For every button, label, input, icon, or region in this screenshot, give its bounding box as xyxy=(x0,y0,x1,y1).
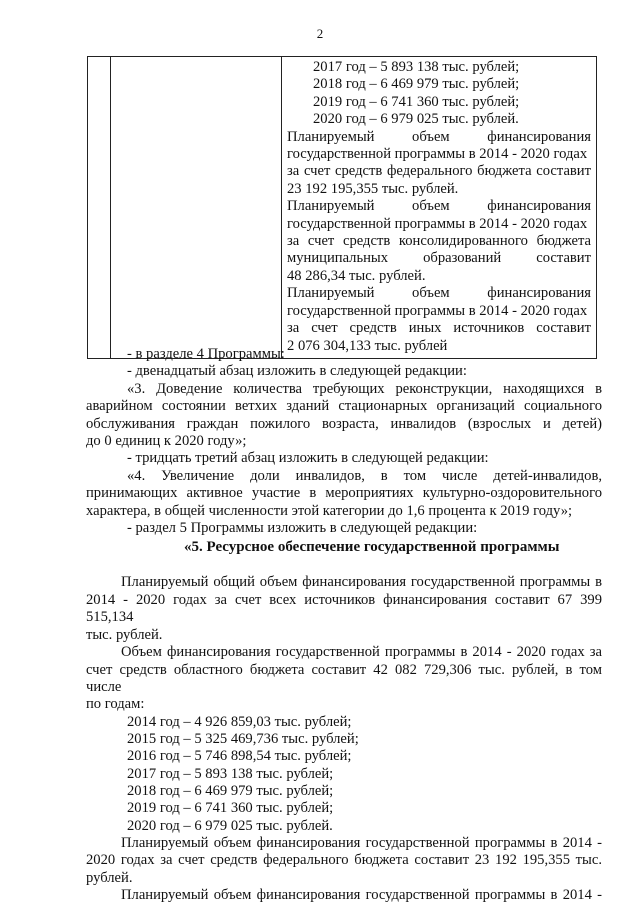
paragraph-line: до 0 единиц к 2020 году»; xyxy=(86,433,247,450)
table-line: 23 192 195,355 тыс. рублей. xyxy=(287,180,459,197)
table-row xyxy=(88,57,597,359)
table-line: 2018 год – 6 469 979 тыс. рублей; xyxy=(313,76,520,93)
year-line: 2017 год – 5 893 138 тыс. рублей; xyxy=(127,765,334,782)
paragraph-line: тыс. рублей. xyxy=(86,626,163,643)
section-heading: «5. Ресурсное обеспечение государственной программы xyxy=(184,539,560,556)
document-body xyxy=(86,346,602,904)
paragraph-line: «3. Доведение количества требующих реконструкции, находящихся в xyxy=(127,380,602,397)
table-line: 2017 год – 5 893 138 тыс. рублей; xyxy=(313,59,520,75)
paragraph-line: - двенадцатый абзац изложить в следующей редакции: xyxy=(127,363,467,380)
paragraph-line: принимающих активное участие в мероприятиях культурно-оздоровительного xyxy=(86,485,602,502)
table-line: государственной программы в 2014 - 2020 годах xyxy=(287,215,588,232)
paragraph-line: аварийном состоянии ветхих зданий стационарных организаций социального xyxy=(86,398,602,415)
year-line: 2020 год – 6 979 025 тыс. рублей. xyxy=(127,817,333,834)
paragraph-line: Объем финансирования государственной программы в 2014 - 2020 годах за xyxy=(121,644,602,661)
table-line: 2019 год – 6 741 360 тыс. рублей; xyxy=(313,93,520,110)
table-cell-content xyxy=(282,57,597,359)
table-line: за счет средств консолидированного бюджета xyxy=(287,233,591,250)
paragraph-line: характера, в общей численности этой категории до 1,6 процента к 2019 году»; xyxy=(86,502,573,519)
table-cell-number xyxy=(88,57,111,359)
table-line: за счет средств федерального бюджета составит xyxy=(287,163,591,180)
paragraph-line: Планируемый общий объем финансирования государственной программы в xyxy=(121,574,602,591)
paragraph-line: по годам: xyxy=(86,696,145,713)
table-line: 48 286,34 тыс. рублей. xyxy=(287,267,426,284)
year-line: 2016 год – 5 746 898,54 тыс. рублей; xyxy=(127,748,352,765)
year-line: 2014 год – 4 926 859,03 тыс. рублей; xyxy=(127,713,352,730)
spacer xyxy=(86,557,602,574)
year-line: 2018 год – 6 469 979 тыс. рублей; xyxy=(127,782,334,799)
paragraph-line: 2014 - 2020 годах за счет всех источников финансирования составит 67 399 515,134 xyxy=(86,591,602,626)
year-line: 2015 год – 5 325 469,736 тыс. рублей; xyxy=(127,731,359,748)
paragraph-line: рублей. xyxy=(86,869,133,886)
table-line: Планируемый объем финансирования xyxy=(287,198,591,215)
paragraph-line: Планируемый объем финансирования государственной программы в 2014 - xyxy=(121,834,602,851)
paragraph-line: - тридцать третий абзац изложить в следующей редакции: xyxy=(127,450,489,467)
year-line: 2019 год – 6 741 360 тыс. рублей; xyxy=(127,800,334,817)
table-line: 2 076 304,133 тыс. рублей xyxy=(287,337,448,354)
paragraph-line: 2020 годах за счет средств федерального бюджета составит 23 192 195,355 тыс. xyxy=(86,852,602,869)
table-line: муниципальных образований составит xyxy=(287,250,591,267)
paragraph-line: - в разделе 4 Программы: xyxy=(127,346,285,362)
paragraph-line: Планируемый объем финансирования государственной программы в 2014 - xyxy=(121,887,602,904)
page-number: 2 xyxy=(316,26,324,41)
table-cell-title xyxy=(111,57,282,359)
table-line: Планируемый объем финансирования xyxy=(287,285,591,302)
paragraph-line: счет средств областного бюджета составит 42 082 729,306 тыс. рублей, в том числе xyxy=(86,661,602,695)
paragraph-line: - раздел 5 Программы изложить в следующей редакции: xyxy=(127,520,478,537)
paragraph-line: «4. Увеличение доли инвалидов, в том числе детей-инвалидов, xyxy=(127,467,602,484)
paragraph-line: обслуживания граждан пожилого возраста, инвалидов (взрослых и детей) xyxy=(86,415,602,432)
table-line: 2020 год – 6 979 025 тыс. рублей. xyxy=(313,111,519,128)
table-line: государственной программы в 2014 - 2020 годах xyxy=(287,146,588,163)
table-line: за счет средств иных источников составит xyxy=(287,320,591,337)
financing-table xyxy=(87,56,597,359)
table-line: государственной программы в 2014 - 2020 годах xyxy=(287,302,588,319)
table-line: Планируемый объем финансирования xyxy=(287,128,591,145)
